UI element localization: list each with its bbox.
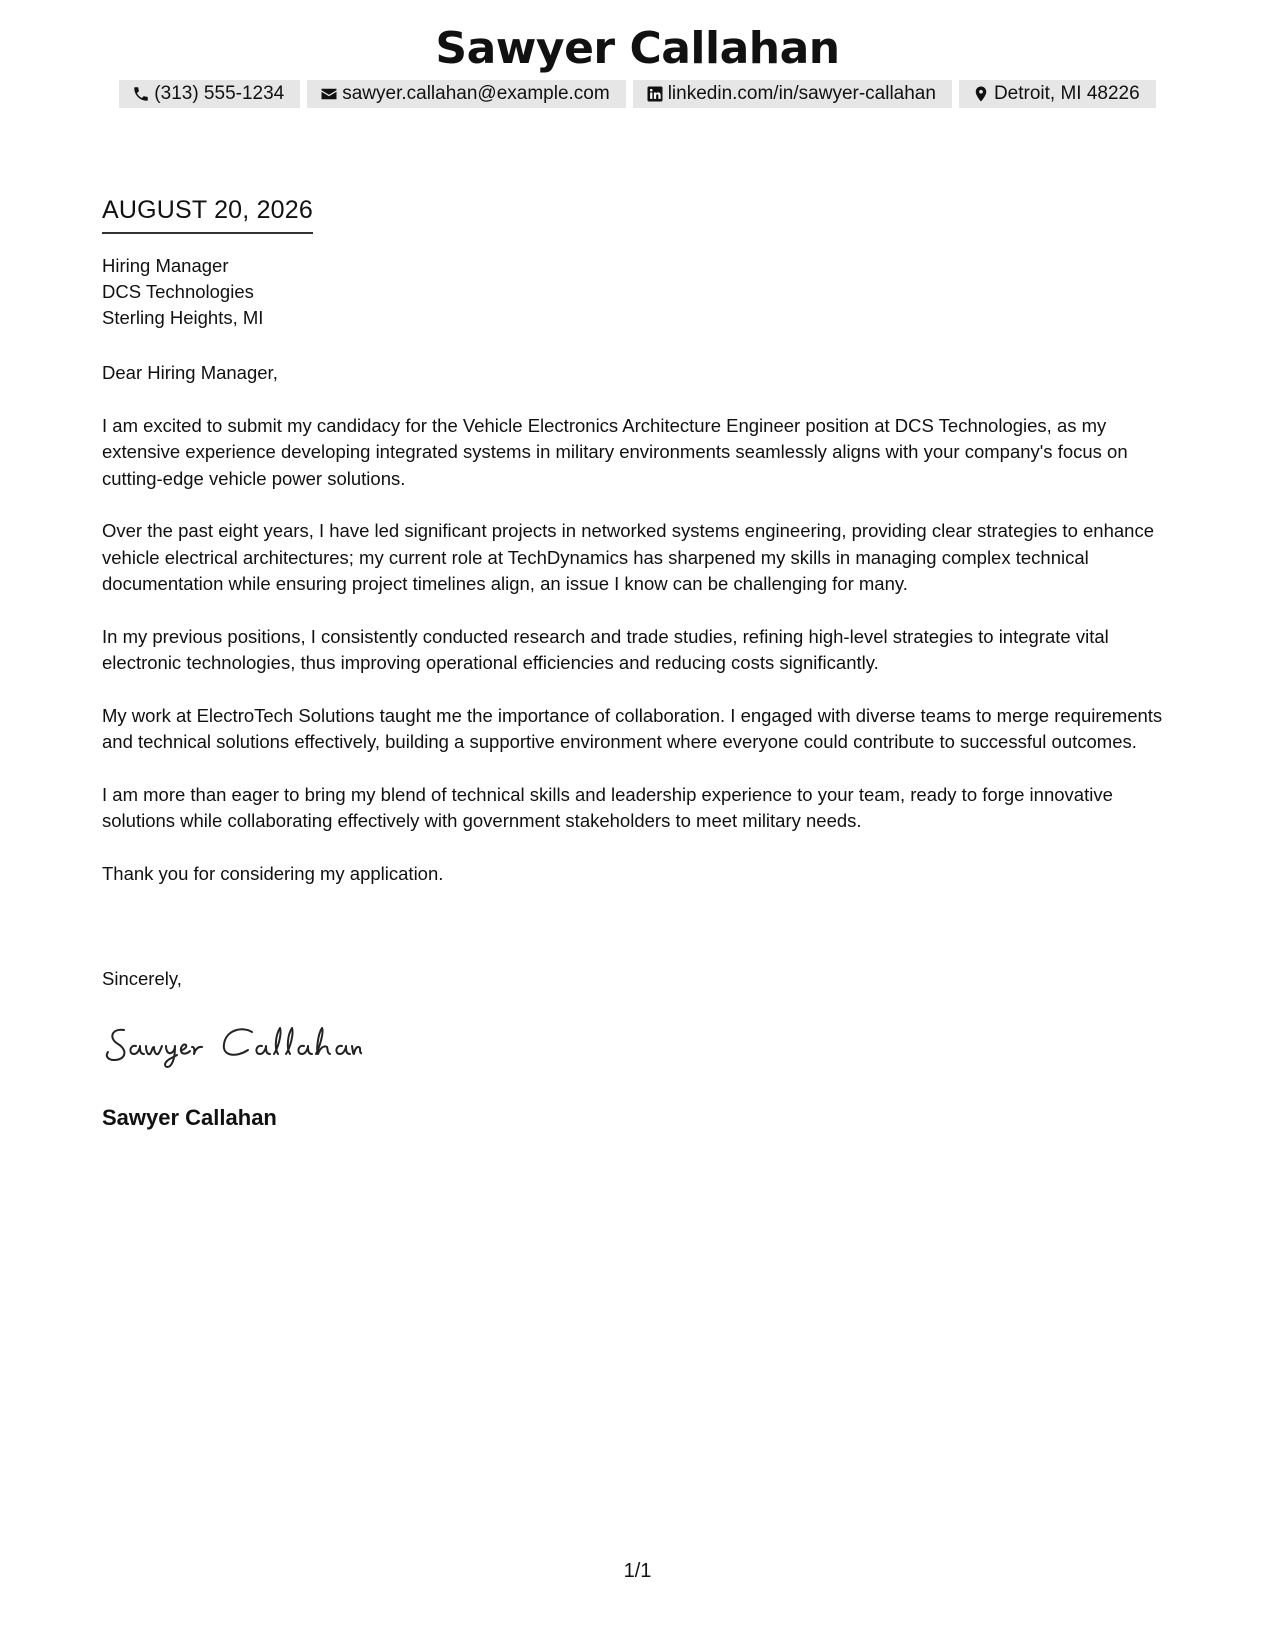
location-text: Detroit, MI 48226 xyxy=(993,83,1140,104)
page-number: 1/1 xyxy=(623,1560,652,1582)
contact-phone[interactable] xyxy=(119,80,300,108)
signed-name: Sawyer Callahan xyxy=(102,1105,277,1130)
recipient-title: Hiring Manager xyxy=(102,255,229,276)
salutation: Dear Hiring Manager, xyxy=(102,362,278,383)
contact-location xyxy=(959,80,1156,108)
linkedin-text: linkedin.com/in/sawyer-callahan xyxy=(667,83,936,104)
map-marker-icon xyxy=(972,85,990,103)
phone-icon xyxy=(132,85,150,103)
contact-bar xyxy=(0,80,1275,108)
letter-body xyxy=(102,360,1182,913)
contact-linkedin[interactable] xyxy=(633,80,952,108)
handwritten-signature xyxy=(102,1020,362,1072)
closing: Sincerely, xyxy=(102,968,182,989)
body-paragraph: Thank you for considering my application. xyxy=(102,862,444,884)
body-paragraph: Over the past eight years, I have led significant projects in networked systems engineering, providing clear strategies to enhance vehicle electrical architectures; my current role at TechDynamics has sharpened my skills in managing complex technical documentation while ensuring project timelines align, an issue I know can be challenging for many. xyxy=(102,520,1154,594)
linkedin-icon xyxy=(646,85,664,103)
recipient-company: DCS Technologies xyxy=(102,281,254,302)
envelope-icon xyxy=(320,85,338,103)
contact-email[interactable] xyxy=(307,80,625,108)
body-paragraph: I am more than eager to bring my blend of technical skills and leadership experience to your team, ready to forge innovative solutions while collaborating effectively with government stakeholders to meet military needs. xyxy=(102,783,1113,831)
email-text: sawyer.callahan@example.com xyxy=(342,83,610,104)
applicant-name: Sawyer Callahan xyxy=(435,23,840,74)
recipient-location: Sterling Heights, MI xyxy=(102,307,264,328)
body-paragraph: I am excited to submit my candidacy for the Vehicle Electronics Architecture Engineer position at DCS Technologies, as my extensive experience developing integrated systems in military environments seamlessly aligns with your company's focus on cutting-edge vehicle power solutions. xyxy=(102,414,1128,489)
body-paragraph: My work at ElectroTech Solutions taught me the importance of collaboration. I engaged with diverse teams to merge requirements and technical solutions effectively, building a supportive environment where everyone could contribute to successful outcomes. xyxy=(102,704,1163,752)
phone-text: (313) 555-1234 xyxy=(154,83,285,104)
body-paragraph: In my previous positions, I consistently conducted research and trade studies, refining high-level strategies to integrate vital electronic technologies, thus improving operational efficiencies and reducing costs significantly. xyxy=(102,625,1109,673)
recipient-block xyxy=(102,253,263,331)
letter-date: AUGUST 20, 2026 xyxy=(102,194,313,234)
